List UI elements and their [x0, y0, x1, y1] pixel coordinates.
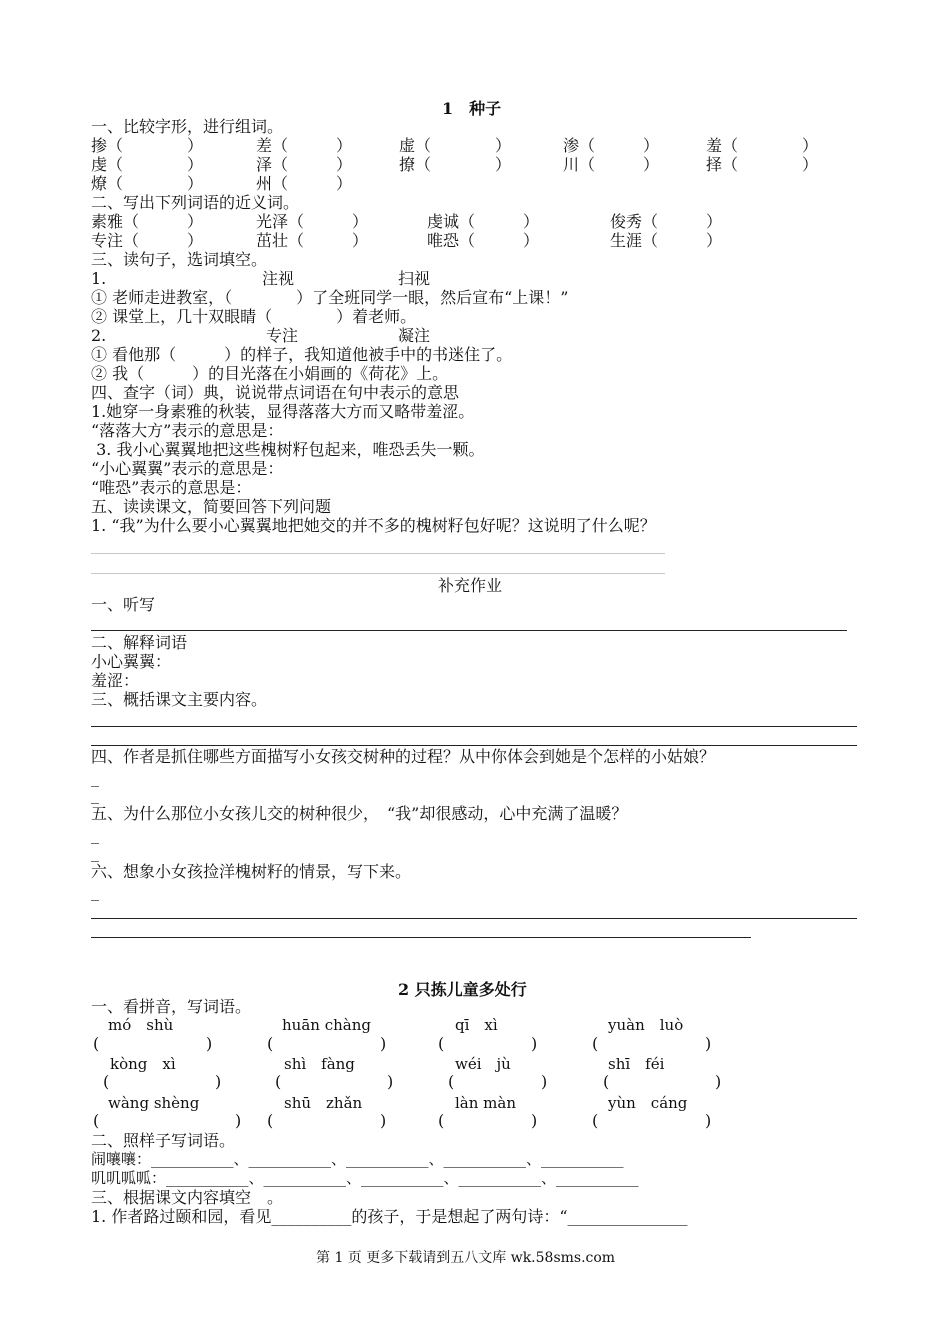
- answer-paren-open: (: [93, 1111, 100, 1130]
- pattern-line: 叽叽呱呱：___________、___________、___________、___________、___________: [91, 1169, 639, 1187]
- synonym-item: 茁壮（ ）: [256, 231, 369, 250]
- word-choice: 扫视: [398, 269, 431, 288]
- section3-heading: 三、读句子，选词填空。: [91, 250, 268, 269]
- pinyin: shì fàng: [284, 1055, 355, 1073]
- answer-paren-close: ): [541, 1072, 548, 1091]
- answer-paren-close: ): [531, 1111, 538, 1130]
- synonym-item: 生涯（ ）: [610, 231, 723, 250]
- dictionary-line: 1.她穿一身素雅的秋装，显得落落大方而又略带羞涩。: [91, 402, 475, 421]
- pinyin: kòng xì: [110, 1055, 176, 1073]
- pinyin: shū zhǎn: [284, 1094, 363, 1112]
- synonym-item: 俊秀（ ）: [610, 212, 723, 231]
- group-number: 1.: [91, 269, 107, 288]
- answer-paren-close: ): [235, 1111, 242, 1130]
- term-line: 小心翼翼：: [91, 652, 172, 671]
- answer-paren-open: (: [103, 1072, 110, 1091]
- question: 1. “我”为什么要小心翼翼地把她交的并不多的槐树籽包好呢？这说明了什么呢？: [91, 516, 656, 535]
- answer-line: [91, 573, 665, 574]
- answer-paren-close: ): [206, 1034, 213, 1053]
- synonym-item: 唯恐（ ）: [427, 231, 540, 250]
- synonym-item: 专注（ ）: [91, 231, 204, 250]
- answer-paren-open: (: [93, 1034, 100, 1053]
- compare-item: 州（ ）: [256, 174, 353, 193]
- compare-item: 羞（ ）: [706, 136, 819, 155]
- pinyin: wéi jù: [455, 1055, 511, 1073]
- answer-line: [91, 630, 847, 631]
- section2-heading: 二、写出下列词语的近义词。: [91, 193, 300, 212]
- answer-paren-open: (: [267, 1111, 274, 1130]
- page-footer: 第 1 页 更多下载请到五八文库 wk.58sms.com: [316, 1250, 616, 1266]
- fill-question: 1. 作者路过颐和园，看见__________的孩子，于是想起了两句诗：“_______________: [91, 1207, 688, 1226]
- answer-line: [91, 918, 857, 919]
- supplement-q5: 五、为什么那位小女孩儿交的树种很少， “我”却很感动，心中充满了温暖？: [91, 804, 628, 823]
- answer-paren-open: (: [592, 1111, 599, 1130]
- compare-item: 燎（ ）: [91, 174, 204, 193]
- word-choice: 专注: [266, 326, 299, 345]
- pinyin: huān chàng: [282, 1016, 371, 1034]
- pinyin: mó shù: [108, 1016, 174, 1034]
- dash-mark: _: [91, 785, 99, 804]
- pinyin: shī féi: [608, 1055, 665, 1073]
- compare-item: 泽（ ）: [256, 155, 353, 174]
- word-choice: 注视: [262, 269, 295, 288]
- supplement-q1: 一、听写: [91, 595, 156, 614]
- compare-item: 川（ ）: [563, 155, 660, 174]
- answer-paren-open: (: [448, 1072, 455, 1091]
- synonym-item: 虔诚（ ）: [427, 212, 540, 231]
- answer-line: [91, 553, 665, 554]
- fill-sentence: ② 我（ ）的目光落在小娟画的《荷花》上。: [91, 364, 449, 383]
- answer-paren-open: (: [603, 1072, 610, 1091]
- pinyin: wàng shèng: [108, 1094, 200, 1112]
- answer-paren-close: ): [380, 1111, 387, 1130]
- lesson2-section2-heading: 二、照样子写词语。: [91, 1131, 236, 1150]
- pinyin: yuàn luò: [608, 1016, 684, 1034]
- term-line: 羞涩：: [91, 671, 140, 690]
- section5-heading: 五、读读课文，简要回答下列问题: [91, 497, 332, 516]
- lesson2-title: 2 只拣儿童多处行: [398, 980, 527, 999]
- answer-line: [91, 726, 857, 727]
- lesson2-section3-heading: 三、根据课文内容填空 。: [91, 1188, 284, 1207]
- supplement-q6: 六、想象小女孩捡洋槐树籽的情景，写下来。: [91, 862, 412, 881]
- dash-mark: _: [91, 768, 99, 787]
- answer-paren-close: ): [705, 1034, 712, 1053]
- section1-heading: 一、比较字形，进行组词。: [91, 117, 284, 136]
- answer-paren-close: ): [380, 1034, 387, 1053]
- pattern-line: 闹嚷嚷：___________、___________、___________、___________、___________: [91, 1150, 624, 1168]
- supplement-title: 补充作业: [438, 576, 503, 595]
- supplement-q3: 三、概括课文主要内容。: [91, 690, 268, 709]
- fill-sentence: ① 看他那（ ）的样子，我知道他被手中的书迷住了。: [91, 345, 513, 364]
- dash-mark: _: [91, 825, 99, 844]
- synonym-item: 素雅（ ）: [91, 212, 204, 231]
- fill-sentence: ① 老师走进教室，（ ）了全班同学一眼，然后宣布“上课！”: [91, 288, 569, 307]
- compare-item: 虚（ ）: [399, 136, 512, 155]
- supplement-q2: 二、解释词语: [91, 633, 188, 652]
- answer-paren-close: ): [215, 1072, 222, 1091]
- compare-item: 渗（ ）: [563, 136, 660, 155]
- answer-paren-close: ): [715, 1072, 722, 1091]
- answer-paren-open: (: [438, 1034, 445, 1053]
- lesson2-section1-heading: 一、看拼音，写词语。: [91, 997, 252, 1016]
- group-number: 2.: [91, 326, 107, 345]
- answer-line: [91, 745, 857, 746]
- dictionary-line: “落落大方”表示的意思是：: [91, 421, 284, 440]
- compare-item: 撩（ ）: [399, 155, 512, 174]
- answer-line: [91, 937, 751, 938]
- compare-item: 虔（ ）: [91, 155, 204, 174]
- synonym-item: 光泽（ ）: [256, 212, 369, 231]
- dictionary-line: 3. 我小心翼翼地把这些槐树籽包起来，唯恐丢失一颗。: [91, 440, 485, 459]
- answer-paren-close: ): [387, 1072, 394, 1091]
- dash-mark: _: [91, 843, 99, 862]
- answer-paren-close: ): [705, 1111, 712, 1130]
- section4-heading: 四、查字（词）典，说说带点词语在句中表示的意思: [91, 383, 460, 402]
- answer-paren-open: (: [275, 1072, 282, 1091]
- supplement-q4: 四、作者是抓住哪些方面描写小女孩交树种的过程？从中你体会到她是个怎样的小姑娘？: [91, 747, 716, 766]
- compare-item: 掺（ ）: [91, 136, 204, 155]
- compare-item: 择（ ）: [706, 155, 819, 174]
- fill-sentence: ② 课堂上，几十双眼睛（ ）着老师。: [91, 307, 417, 326]
- lesson1-title: 1 种子: [442, 99, 502, 118]
- dictionary-line: “唯恐”表示的意思是：: [91, 478, 252, 497]
- answer-paren-close: ): [531, 1034, 538, 1053]
- pinyin: làn màn: [455, 1094, 516, 1112]
- answer-paren-open: (: [438, 1111, 445, 1130]
- word-choice: 凝注: [398, 326, 431, 345]
- pinyin: qī xì: [455, 1016, 498, 1034]
- answer-paren-open: (: [592, 1034, 599, 1053]
- pinyin: yùn cáng: [608, 1094, 688, 1112]
- dash-mark: _: [91, 882, 99, 901]
- dictionary-line: “小心翼翼”表示的意思是：: [91, 459, 284, 478]
- compare-item: 差（ ）: [256, 136, 353, 155]
- answer-paren-open: (: [267, 1034, 274, 1053]
